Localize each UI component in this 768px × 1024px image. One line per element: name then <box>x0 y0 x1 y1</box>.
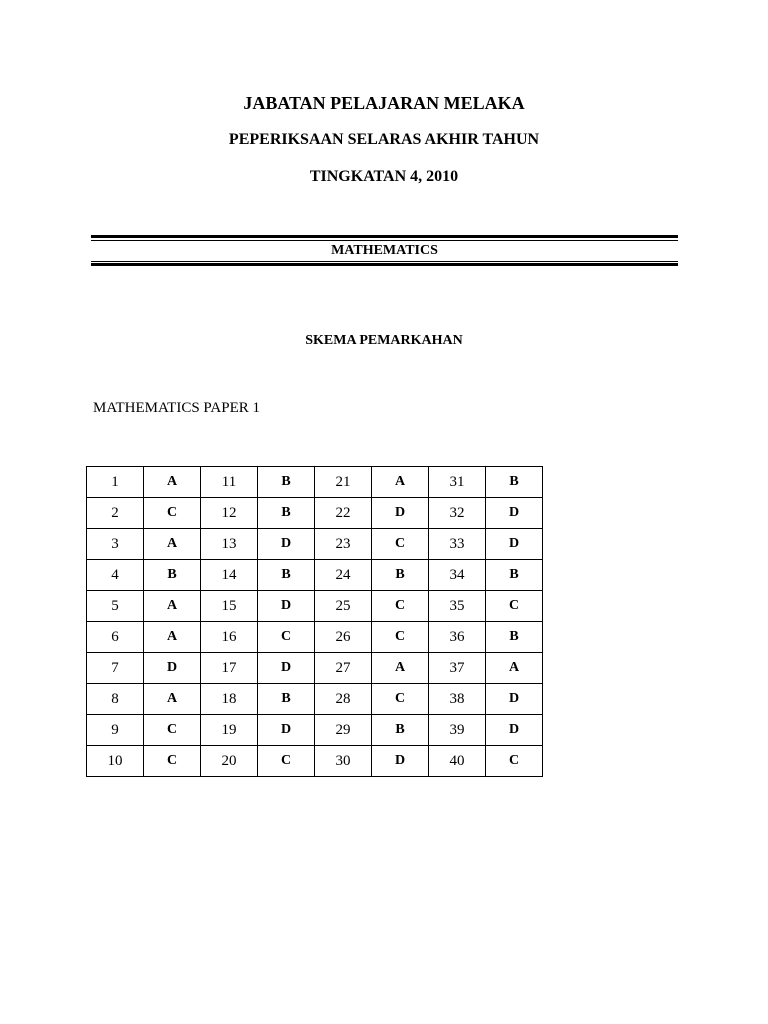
table-row <box>87 467 543 498</box>
paper-label: MATHEMATICS PAPER 1 <box>93 400 260 416</box>
question-number: 15 <box>201 591 258 622</box>
table-row <box>87 622 543 653</box>
answer-letter: A <box>144 529 201 560</box>
document-title: JABATAN PELAJARAN MELAKA <box>243 93 525 113</box>
question-number: 11 <box>201 467 258 498</box>
question-number: 8 <box>87 684 144 715</box>
question-number: 30 <box>315 746 372 777</box>
answer-letter: D <box>258 591 315 622</box>
answer-letter: C <box>258 622 315 653</box>
table-row <box>87 653 543 684</box>
question-number: 1 <box>87 467 144 498</box>
answer-letter: D <box>486 529 543 560</box>
answer-letter: C <box>372 684 429 715</box>
answer-letter: D <box>372 746 429 777</box>
table-row <box>87 560 543 591</box>
top-rule-thick <box>91 235 678 238</box>
answer-letter: B <box>486 622 543 653</box>
table-row <box>87 591 543 622</box>
answer-letter: D <box>372 498 429 529</box>
answer-letter: C <box>144 715 201 746</box>
question-number: 35 <box>429 591 486 622</box>
question-number: 38 <box>429 684 486 715</box>
top-rule-thin <box>91 240 678 241</box>
question-number: 7 <box>87 653 144 684</box>
answer-letter: A <box>144 591 201 622</box>
bottom-rule-thin <box>91 261 678 262</box>
question-number: 16 <box>201 622 258 653</box>
question-number: 5 <box>87 591 144 622</box>
question-number: 20 <box>201 746 258 777</box>
answer-letter: D <box>258 529 315 560</box>
question-number: 13 <box>201 529 258 560</box>
question-number: 12 <box>201 498 258 529</box>
question-number: 29 <box>315 715 372 746</box>
answer-letter: B <box>486 467 543 498</box>
answer-letter: B <box>258 560 315 591</box>
answer-letter: D <box>144 653 201 684</box>
table-row <box>87 746 543 777</box>
question-number: 21 <box>315 467 372 498</box>
question-number: 18 <box>201 684 258 715</box>
question-number: 31 <box>429 467 486 498</box>
question-number: 32 <box>429 498 486 529</box>
answer-letter: C <box>258 746 315 777</box>
question-number: 19 <box>201 715 258 746</box>
question-number: 39 <box>429 715 486 746</box>
table-row <box>87 715 543 746</box>
question-number: 23 <box>315 529 372 560</box>
question-number: 36 <box>429 622 486 653</box>
answer-letter: D <box>258 653 315 684</box>
answer-letter: B <box>258 684 315 715</box>
answer-letter: C <box>372 622 429 653</box>
question-number: 3 <box>87 529 144 560</box>
question-number: 34 <box>429 560 486 591</box>
answer-letter: B <box>258 467 315 498</box>
answer-letter: A <box>486 653 543 684</box>
answer-letter: B <box>372 560 429 591</box>
answer-letter: A <box>144 622 201 653</box>
answer-letter: B <box>372 715 429 746</box>
answer-letter: C <box>144 746 201 777</box>
question-number: 33 <box>429 529 486 560</box>
answer-letter: A <box>372 653 429 684</box>
question-number: 28 <box>315 684 372 715</box>
answer-letter: A <box>144 684 201 715</box>
question-number: 25 <box>315 591 372 622</box>
answer-letter: C <box>144 498 201 529</box>
subject-title: MATHEMATICS <box>331 243 438 258</box>
question-number: 26 <box>315 622 372 653</box>
answer-letter: C <box>372 591 429 622</box>
answer-letter: D <box>486 498 543 529</box>
answer-letter: C <box>372 529 429 560</box>
form-year: TINGKATAN 4, 2010 <box>309 168 459 185</box>
scheme-title: SKEMA PEMARKAHAN <box>305 333 463 348</box>
table-row <box>87 498 543 529</box>
answer-letter: C <box>486 591 543 622</box>
bottom-rule-thick <box>91 263 678 266</box>
question-number: 40 <box>429 746 486 777</box>
answer-table-body <box>87 467 543 777</box>
answer-letter: D <box>486 684 543 715</box>
answer-letter: A <box>144 467 201 498</box>
question-number: 6 <box>87 622 144 653</box>
answer-letter: A <box>372 467 429 498</box>
table-row <box>87 684 543 715</box>
question-number: 17 <box>201 653 258 684</box>
question-number: 2 <box>87 498 144 529</box>
answer-letter: C <box>486 746 543 777</box>
answer-table <box>86 466 543 777</box>
question-number: 14 <box>201 560 258 591</box>
question-number: 22 <box>315 498 372 529</box>
answer-letter: B <box>486 560 543 591</box>
answer-letter: D <box>486 715 543 746</box>
question-number: 10 <box>87 746 144 777</box>
question-number: 37 <box>429 653 486 684</box>
question-number: 9 <box>87 715 144 746</box>
answer-letter: B <box>144 560 201 591</box>
exam-title: PEPERIKSAAN SELARAS AKHIR TAHUN <box>228 131 540 148</box>
question-number: 4 <box>87 560 144 591</box>
question-number: 24 <box>315 560 372 591</box>
table-row <box>87 529 543 560</box>
answer-letter: B <box>258 498 315 529</box>
answer-letter: D <box>258 715 315 746</box>
question-number: 27 <box>315 653 372 684</box>
